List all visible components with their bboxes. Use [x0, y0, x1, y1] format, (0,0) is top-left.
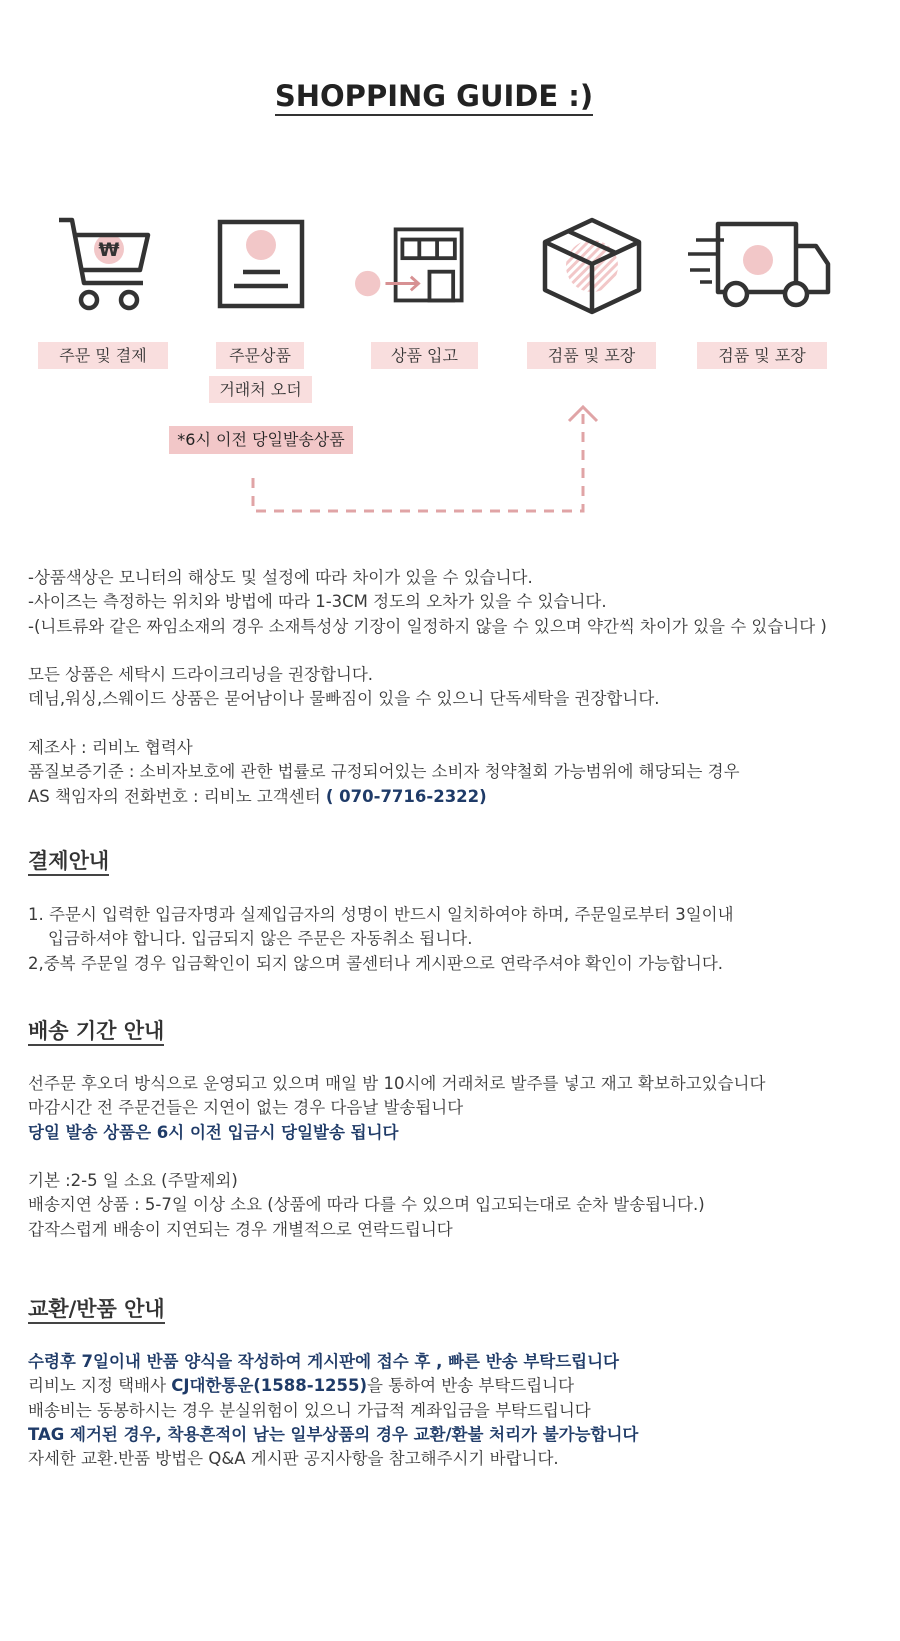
box-icon: [540, 220, 650, 320]
exchange-line-2-prefix: 리비노 지정 택배사: [28, 1376, 172, 1396]
payment-heading-text: 결제안내: [28, 849, 109, 876]
courier-name: CJ대한통운(1588-1255): [171, 1376, 368, 1396]
step-label-shipping: 검품 및 포장: [697, 342, 827, 369]
spacer: [28, 639, 878, 663]
shipping-same-day-line: 당일 발송 상품은 6시 이전 입금시 당일발송 됩니다: [28, 1122, 399, 1142]
notice-warranty-line: 품질보증기준 : 소비자보호에 관한 법률로 규정되어있는 소비자 청약철회 가능범위에 해당되는 경우: [28, 762, 740, 782]
exchange-heading-text: 교환/반품 안내: [28, 1297, 165, 1324]
notice-color-line: -상품색상은 모니터의 해상도 및 설정에 따라 차이가 있을 수 있습니다.: [28, 568, 533, 587]
shipping-line-2: 마감시간 전 주문건들은 지연이 없는 경우 다음날 발송됩니다: [28, 1098, 464, 1118]
exchange-line-2: [28, 1374, 878, 1398]
notice-knit-line: -(니트류와 같은 짜임소재의 경우 소재특성상 기장이 일정하지 않을 수 있으며 약간씩 차이가 있을 수 있습니다 ): [28, 616, 827, 636]
shipping-block: [28, 1072, 878, 1242]
delivery-truck-icon: [688, 220, 833, 320]
shipping-line-6: 갑작스럽게 배송이 지연되는 경우 개별적으로 연락드립니다: [28, 1219, 453, 1239]
exchange-line-5: 자세한 교환.반품 방법은 Q&A 게시판 공지사항을 참고해주시기 바랍니다.: [28, 1449, 559, 1469]
shipping-heading-text: 배송 기간 안내: [28, 1019, 164, 1046]
exchange-line-1: 수령후 7일이내 반품 양식을 작성하여 게시판에 접수 후 , 빠른 반송 부탁드립니다: [28, 1352, 619, 1371]
notice-wash-line: 모든 상품은 세탁시 드라이크리닝을 권장합니다.: [28, 665, 374, 685]
shipping-line-4: 기본 :2-5 일 소요 (주말제외): [28, 1171, 238, 1191]
payment-heading: [28, 846, 109, 876]
exchange-line-2-suffix: 을 통하여 반송 부탁드립니다: [367, 1376, 575, 1396]
as-phone-number: ( 070-7716-2322): [325, 786, 487, 806]
notice-block: [28, 566, 878, 809]
page-title: [0, 78, 868, 116]
exchange-heading: [28, 1294, 165, 1324]
spacer: [28, 712, 878, 736]
notice-as-line: [28, 785, 878, 809]
cart-icon: [55, 220, 165, 320]
notice-size-line: -사이즈는 측정하는 위치와 방법에 따라 1-3CM 정도의 오차가 있을 수 있습니다.: [28, 592, 607, 612]
notice-denim-line: 데님,워싱,스웨이드 상품은 묻어남이나 물빠짐이 있을 수 있으니 단독세탁을 권장합니다.: [28, 689, 660, 709]
step-label-order-payment: 주문 및 결제: [38, 342, 168, 369]
payment-line-2: 2,중복 주문일 경우 입금확인이 되지 않으며 콜센터나 게시판으로 연락주셔야 확인이 가능합니다.: [28, 953, 724, 973]
svg-text:₩: ₩: [98, 239, 120, 261]
page-title-text: SHOPPING GUIDE :): [275, 78, 593, 116]
shipping-line-1: 선주문 후오더 방식으로 운영되고 있으며 매일 밤 10시에 거래처로 발주를 넣고 재고 확보하고있습니다: [28, 1074, 766, 1093]
same-day-note-badge: *6시 이전 당일발송상품: [169, 426, 353, 454]
same-day-dashed-arrow: [250, 424, 630, 544]
exchange-line-4: TAG 제거된 경우, 착용흔적이 남는 일부상품의 경우 교환/환불 처리가 불가능합니다: [28, 1424, 639, 1444]
shipping-line-5: 배송지연 상품 : 5-7일 이상 소요 (상품에 따라 다를 수 있으며 입고되는대로 순차 발송됩니다.): [28, 1195, 705, 1215]
storage-in-icon: [355, 220, 465, 320]
payment-line-1: 1. 주문시 입력한 입금자명과 실제입금자의 성명이 반드시 일치하여야 하며, 주문일로부터 3일이내: [28, 905, 734, 924]
exchange-block: [28, 1350, 878, 1471]
order-sheet-icon: [210, 220, 320, 320]
as-prefix: AS 책임자의 전화번호 : 리비노 고객센터: [28, 786, 326, 806]
payment-line-1b: 입금하셔야 합니다. 입금되지 않은 주문은 자동취소 됩니다.: [48, 929, 473, 949]
shipping-heading: [28, 1016, 164, 1046]
step-label-order-product: 주문상품: [216, 342, 304, 369]
step-label-inspect-pack: 검품 및 포장: [527, 342, 656, 369]
exchange-line-3: 배송비는 동봉하시는 경우 분실위험이 있으니 가급적 계좌입금을 부탁드립니다: [28, 1400, 591, 1420]
payment-block: [28, 903, 878, 976]
step-sublabel-vendor-order: 거래처 오더: [209, 376, 312, 403]
spacer: [28, 1145, 878, 1169]
step-label-stock-in: 상품 입고: [371, 342, 478, 369]
notice-maker-line: 제조사 : 리비노 협력사: [28, 738, 193, 758]
